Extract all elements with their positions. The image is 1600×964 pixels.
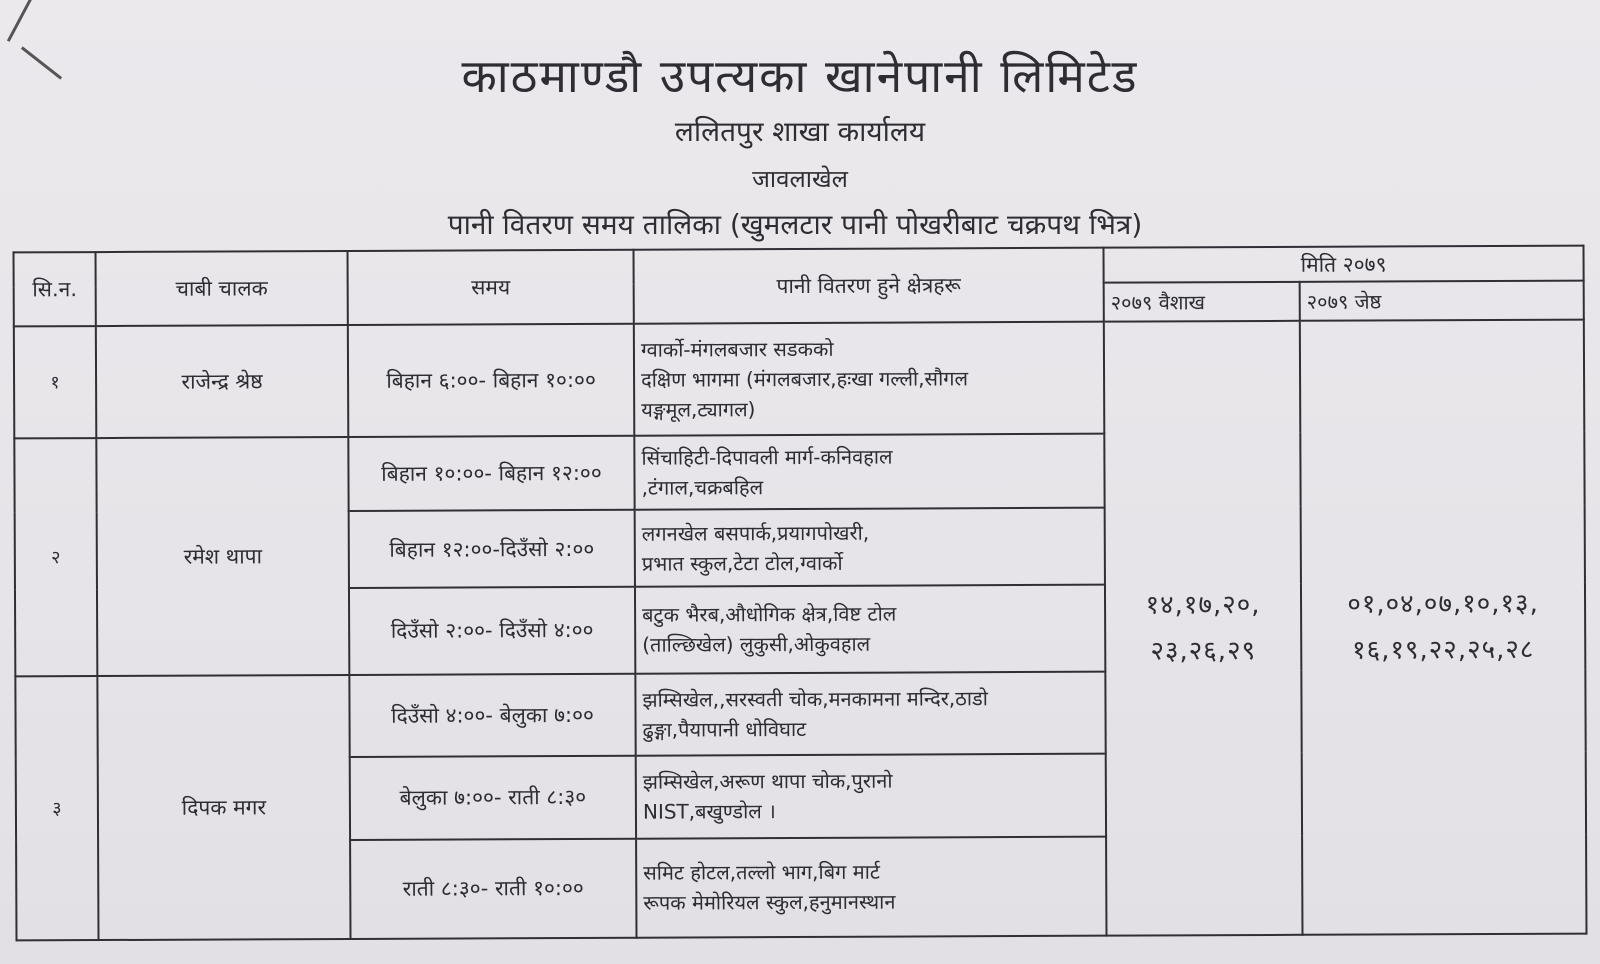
area-line: (ताल्छिखेल) लुकुसी,ओकुवहाल <box>642 631 871 657</box>
area-line: यङ्गमूल,ट्यागल) <box>641 397 756 422</box>
time-slot: बिहान १२:००-दिउँसो २:०० <box>349 510 635 588</box>
time-slot: दिउँसो २:००- दिउँसो ४:०० <box>349 586 635 674</box>
table-row <box>14 320 1584 438</box>
area-line: सिंचाहिटी-दिपावली मार्ग-कनिवहाल <box>641 444 893 470</box>
area-list <box>635 671 1105 756</box>
area-line: रूपक मेमोरियल स्कुल,हनुमानस्थान <box>643 889 896 916</box>
baisakh-dates <box>1104 321 1303 935</box>
office-location: जावलाखेल <box>752 165 848 193</box>
area-list <box>635 584 1105 673</box>
header-operator: चाबी चालक <box>96 251 348 326</box>
area-line: दक्षिण भागमा (मंगलबजार,हःखा गल्ली,सौगल <box>641 366 969 392</box>
area-line: ढुङ्गा,पैयापानी धोविघाट <box>642 716 807 742</box>
area-line: ग्वार्को-मंगलबजार सडकको <box>640 336 834 362</box>
dates-line: २३,२६,२९ <box>1150 636 1257 667</box>
area-list <box>635 508 1105 586</box>
office-name: ललितपुर शाखा कार्यालय <box>674 115 926 148</box>
area-list <box>636 836 1106 937</box>
area-line: झम्सिखेल,अरूण थापा चोक,पुरानो <box>642 769 893 795</box>
area-line: NIST,बखुण्डोल । <box>642 799 776 825</box>
operator-name: दिपक मगर <box>97 674 350 940</box>
jestha-dates <box>1300 320 1587 935</box>
serial-number: ३ <box>15 676 98 941</box>
operator-name: रमेश थापा <box>96 437 349 676</box>
area-line: समिट होटल,तल्लो भाग,बिग मार्ट <box>643 860 880 886</box>
header-month-baisakh: २०७९ वैशाख <box>1104 282 1300 322</box>
header-sn: सि.न. <box>14 252 96 327</box>
header-month-jestha: २०७९ जेष्ठ <box>1300 281 1584 321</box>
area-line: झम्सिखेल,,सरस्वती चोक,मनकामना मन्दिर,ठाडो <box>642 685 988 712</box>
header-time: समय <box>348 250 634 326</box>
area-list <box>634 434 1104 510</box>
dates-line: ०१,०४,०७,१०,१३, <box>1347 588 1539 620</box>
organization-title: काठमाण्डौ उपत्यका खानेपानी लिमिटेड <box>461 49 1139 103</box>
area-line: बटुक भैरब,औधोगिक क्षेत्र,विष्ट टोल <box>642 601 897 627</box>
header-areas: पानी वितरण हुने क्षेत्रहरू <box>634 248 1104 324</box>
operator-name: राजेन्द्र श्रेष्ठ <box>96 325 348 438</box>
time-slot: बेलुका ७:००- राती ८:३० <box>350 756 636 840</box>
area-list <box>634 322 1104 436</box>
area-line: ,टंगाल,चक्रबहिल <box>641 475 764 500</box>
time-slot: बिहान १०:००- बिहान १२:०० <box>348 436 634 512</box>
area-line: प्रभात स्कुल,टेटा टोल,ग्वार्को <box>641 550 843 576</box>
time-slot: बिहान ६:००- बिहान १०:०० <box>348 324 634 437</box>
dates-line: १६,१९,२२,२५,२८ <box>1352 634 1535 666</box>
serial-number: २ <box>14 438 97 676</box>
area-line: लगनखेल बसपार्क,प्रयागपोखरी, <box>641 520 870 546</box>
time-slot: दिउँसो ४:००- बेलुका ७:०० <box>349 673 635 757</box>
time-slot: राती ८:३०- राती १०:०० <box>350 838 636 938</box>
area-list <box>636 754 1106 839</box>
schedule-table <box>13 245 1588 942</box>
schedule-title: पानी वितरण समय तालिका (खुमलटार पानी पोखरीबाट चक्रपथ भित्र) <box>447 208 1143 241</box>
serial-number: १ <box>14 326 96 438</box>
header-date: मिति २०७९ <box>1103 246 1583 283</box>
dates-line: १४,१७,२०, <box>1145 590 1261 621</box>
